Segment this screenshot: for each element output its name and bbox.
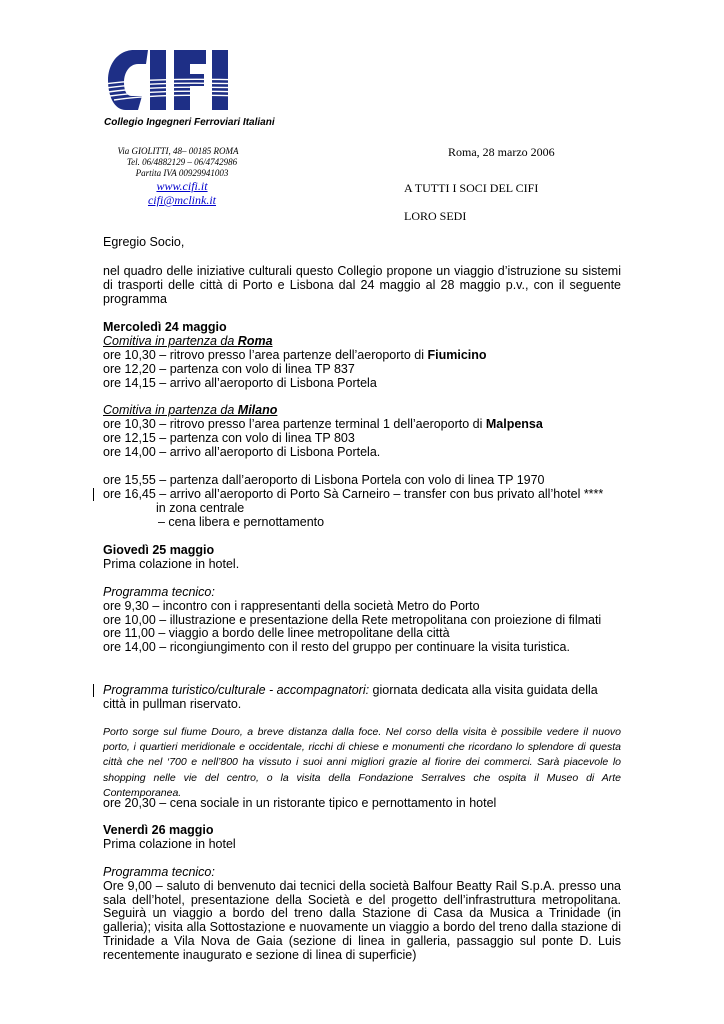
- address-block: [112, 146, 252, 207]
- day1-joint-line-1: ore 15,55 – partenza dall’aeroporto di Lisbona Portela con volo di linea TP 1970: [103, 472, 545, 487]
- day2-section: [103, 544, 621, 655]
- recipient-line-1: A TUTTI I SOCI DEL CIFI: [404, 181, 539, 195]
- day3-tech-text: Ore 9,00 – saluto di benvenuto dai tecnici della società Balfour Beatty Rail S.p.A. presso una sala dell’hotel, presentazione della Società e del progetto dell’infrastruttura metropolitana. Seguirà un viaggio a bordo del treno dalla Stazione di Casa da Musica a Trinidade (in galleria); visita alla Sottostazione e nuovamente un viaggio a bordo del treno dalla stazione di Trinidade a Vila Nova de Gaia (sezione di linea in galleria, passaggio sul ponte D. Luis recentemente inaugurato e sezione di linea di superficie): [103, 878, 621, 963]
- day2-tech-line-4: ore 14,00 – ricongiungimento con il resto del gruppo per continuare la visita turistica.: [103, 640, 570, 655]
- day1-title: Mercoledì 24 maggio: [103, 320, 227, 334]
- day3-title: Venerdì 26 maggio: [103, 823, 214, 837]
- recipient-block: [404, 180, 538, 224]
- day1-group-roma: Comitiva in partenza da Roma: [103, 333, 273, 348]
- org-name: Collegio Ingegneri Ferroviari Italiani: [104, 117, 275, 128]
- day3-tech-label: Programma tecnico:: [103, 864, 215, 879]
- day1-joint-line-3: in zona centrale: [156, 500, 245, 515]
- day3-breakfast: Prima colazione in hotel: [103, 836, 236, 851]
- day2-tour-text: giornata dedicata alla visita guidata della città in pullman riservato.: [103, 683, 598, 711]
- day1-joint-line-2: ore 16,45 – arrivo all’aeroporto di Porto Sà Carneiro – transfer con bus privato all’hotel ****: [103, 486, 604, 501]
- day1-roma-line-2: ore 12,20 – partenza con volo di linea TP 837: [103, 361, 355, 376]
- day3-section: [103, 824, 621, 963]
- address-street: Via GIOLITTI, 48– 00185 ROMA: [117, 146, 239, 156]
- change-bar: [93, 684, 94, 697]
- day2-tech-line-2: ore 10,00 – illustrazione e presentazione della Rete metropolitana con proiezione di filmati: [103, 612, 602, 627]
- day1-milano-line-3: ore 14,00 – arrivo all’aeroporto di Lisbona Portela.: [103, 445, 381, 460]
- day1-milano-line-1: ore 10,30 – ritrovo presso l’area partenze terminal 1 dell’aeroporto di Malpensa: [103, 417, 543, 432]
- logo-text: CIFI: [104, 44, 106, 45]
- address-vat: Partita IVA 00929941003: [135, 168, 229, 178]
- porto-description: Porto sorge sul fiume Douro, a breve distanza dalla foce. Nel corso della visita è possibile vedere il nuovo porto, i quartieri meridionale e occidentale, ricchi di chiese e monumenti che ricordano lo splendore di questa città che nel ‘700 e nell’800 ha vissuto i suoi anni migliori grazie al fiorire dei commerci. Sarà piacevole lo shopping nelle vie del centro, o la visita della Fondazione Serralves che ospita il Museo di Arte Contemporanea.: [103, 726, 621, 799]
- day2-tech-label: Programma tecnico:: [103, 584, 215, 599]
- day2-breakfast: Prima colazione in hotel.: [103, 556, 240, 571]
- day2-tech-line-1: ore 9,30 – incontro con i rappresentanti della società Metro do Porto: [103, 598, 480, 613]
- website-link[interactable]: www.cifi.it: [156, 179, 208, 193]
- day1-section: [103, 321, 621, 530]
- salutation: Egregio Socio,: [103, 235, 185, 249]
- cifi-logo: [104, 44, 244, 118]
- day2-title: Giovedì 25 maggio: [103, 543, 215, 557]
- day1-roma-line-1: ore 10,30 – ritrovo presso l’area partenze dell’aeroporto di Fiumicino: [103, 347, 487, 362]
- letter-date: Roma, 28 marzo 2006: [448, 145, 555, 159]
- day1-joint-line-4: – cena libera e pernottamento: [158, 514, 325, 529]
- day2-dinner: ore 20,30 – cena sociale in un ristorante tipico e pernottamento in hotel: [103, 796, 497, 810]
- recipient-line-2: LORO SEDI: [404, 209, 467, 223]
- day1-milano-line-2: ore 12,15 – partenza con volo di linea TP 803: [103, 431, 355, 446]
- day2-tour-label: Programma turistico/culturale - accompagnatori:: [103, 683, 370, 697]
- address-phone: Tel. 06/4882129 – 06/4742986: [126, 157, 238, 167]
- day1-roma-line-3: ore 14,15 – arrivo all’aeroporto di Lisbona Portela: [103, 375, 377, 390]
- day2-tech-line-3: ore 11,00 – viaggio a bordo delle linee metropolitane della città: [103, 626, 450, 641]
- day1-group-milano: Comitiva in partenza da Milano: [103, 403, 278, 418]
- intro-paragraph: nel quadro delle iniziative culturali questo Collegio propone un viaggio d’istruzione su sistemi di trasporti delle città di Porto e Lisbona dal 24 maggio al 28 maggio p.v., con il seguente programma: [103, 264, 621, 306]
- email-link[interactable]: cifi@mclink.it: [147, 193, 217, 207]
- day2-tour: [103, 684, 621, 712]
- change-bar: [93, 488, 94, 501]
